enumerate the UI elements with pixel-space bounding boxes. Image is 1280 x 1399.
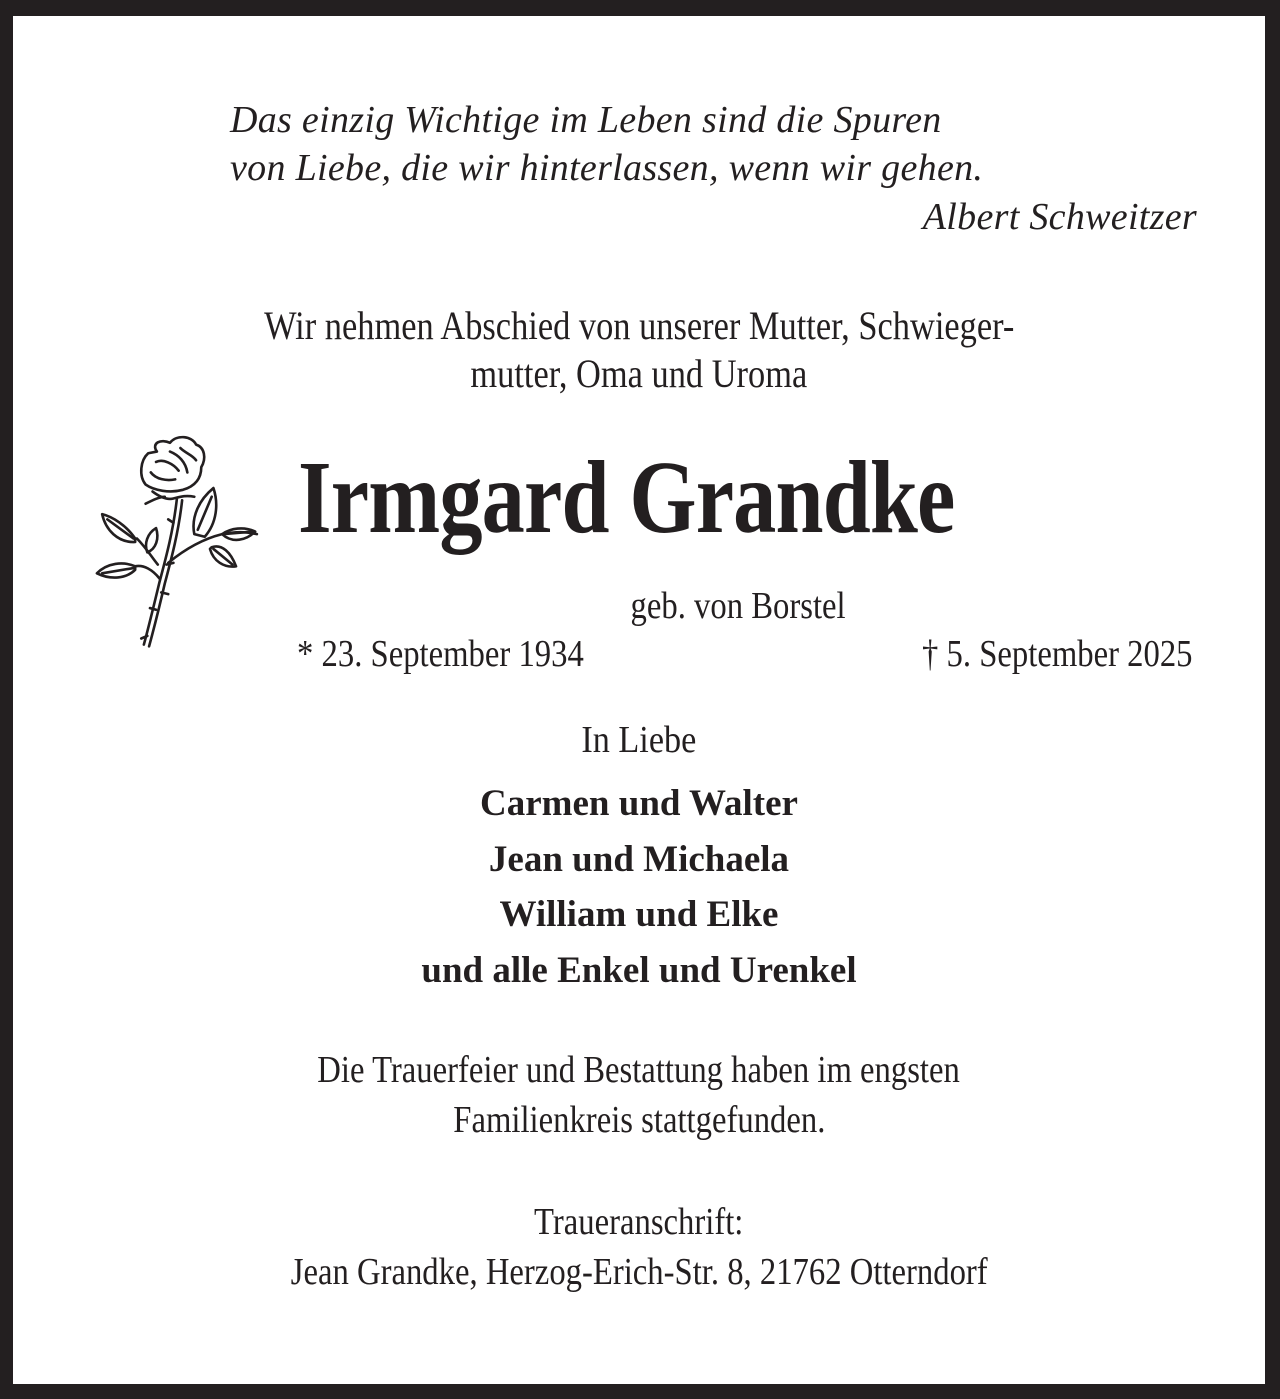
- intro-line-2: [13, 351, 1265, 397]
- mourners-intro: [13, 718, 1265, 762]
- address-label: [13, 1200, 1265, 1244]
- birth-date: [297, 632, 631, 676]
- quote-line-2: von Liebe, die wir hinterlassen, wenn wir gehen.: [230, 147, 984, 189]
- quote-line-1: Das einzig Wichtige im Leben sind die Spuren: [230, 99, 942, 141]
- mourner-name: Jean und Michaela: [488, 839, 790, 880]
- rose-icon: [83, 406, 283, 671]
- funeral-notice-line-2-text: Familienkreis stattgefunden.: [452, 1099, 826, 1141]
- intro-line-2-text: mutter, Oma und Uroma: [470, 351, 808, 396]
- funeral-notice-line-2: [13, 1098, 1265, 1142]
- mourner-name: William und Elke: [499, 894, 779, 935]
- address-value-text: Jean Grandke, Herzog-Erich-Str. 8, 21762 Otterndorf: [290, 1251, 988, 1293]
- address-value: [13, 1250, 1265, 1294]
- address-label-text: Traueranschrift:: [534, 1201, 744, 1243]
- intro-line-1-text: Wir nehmen Abschied von unserer Mutter, Schwieger-: [263, 303, 1015, 348]
- obituary-notice: [13, 16, 1265, 1384]
- maiden-name: [468, 584, 1008, 628]
- birth-date-text: * 23. September 1934: [297, 633, 584, 675]
- maiden-name-text: geb. von Borstel: [630, 585, 846, 627]
- intro-line-1: [13, 303, 1265, 349]
- deceased-name-text: Irmgard Grandke: [298, 440, 955, 555]
- funeral-notice-line-1-text: Die Trauerfeier und Bestattung haben im engsten: [317, 1049, 961, 1091]
- mourners-intro-text: In Liebe: [581, 719, 697, 761]
- quote-author: Albert Schweitzer: [922, 196, 1197, 238]
- death-date-text: † 5. September 2025: [922, 633, 1193, 675]
- mourner-name: Carmen und Walter: [480, 783, 798, 824]
- funeral-notice-line-1: [13, 1048, 1265, 1092]
- deceased-name: [298, 440, 1089, 555]
- death-date: [878, 632, 1193, 676]
- mourner-name: und alle Enkel und Urenkel: [421, 950, 857, 991]
